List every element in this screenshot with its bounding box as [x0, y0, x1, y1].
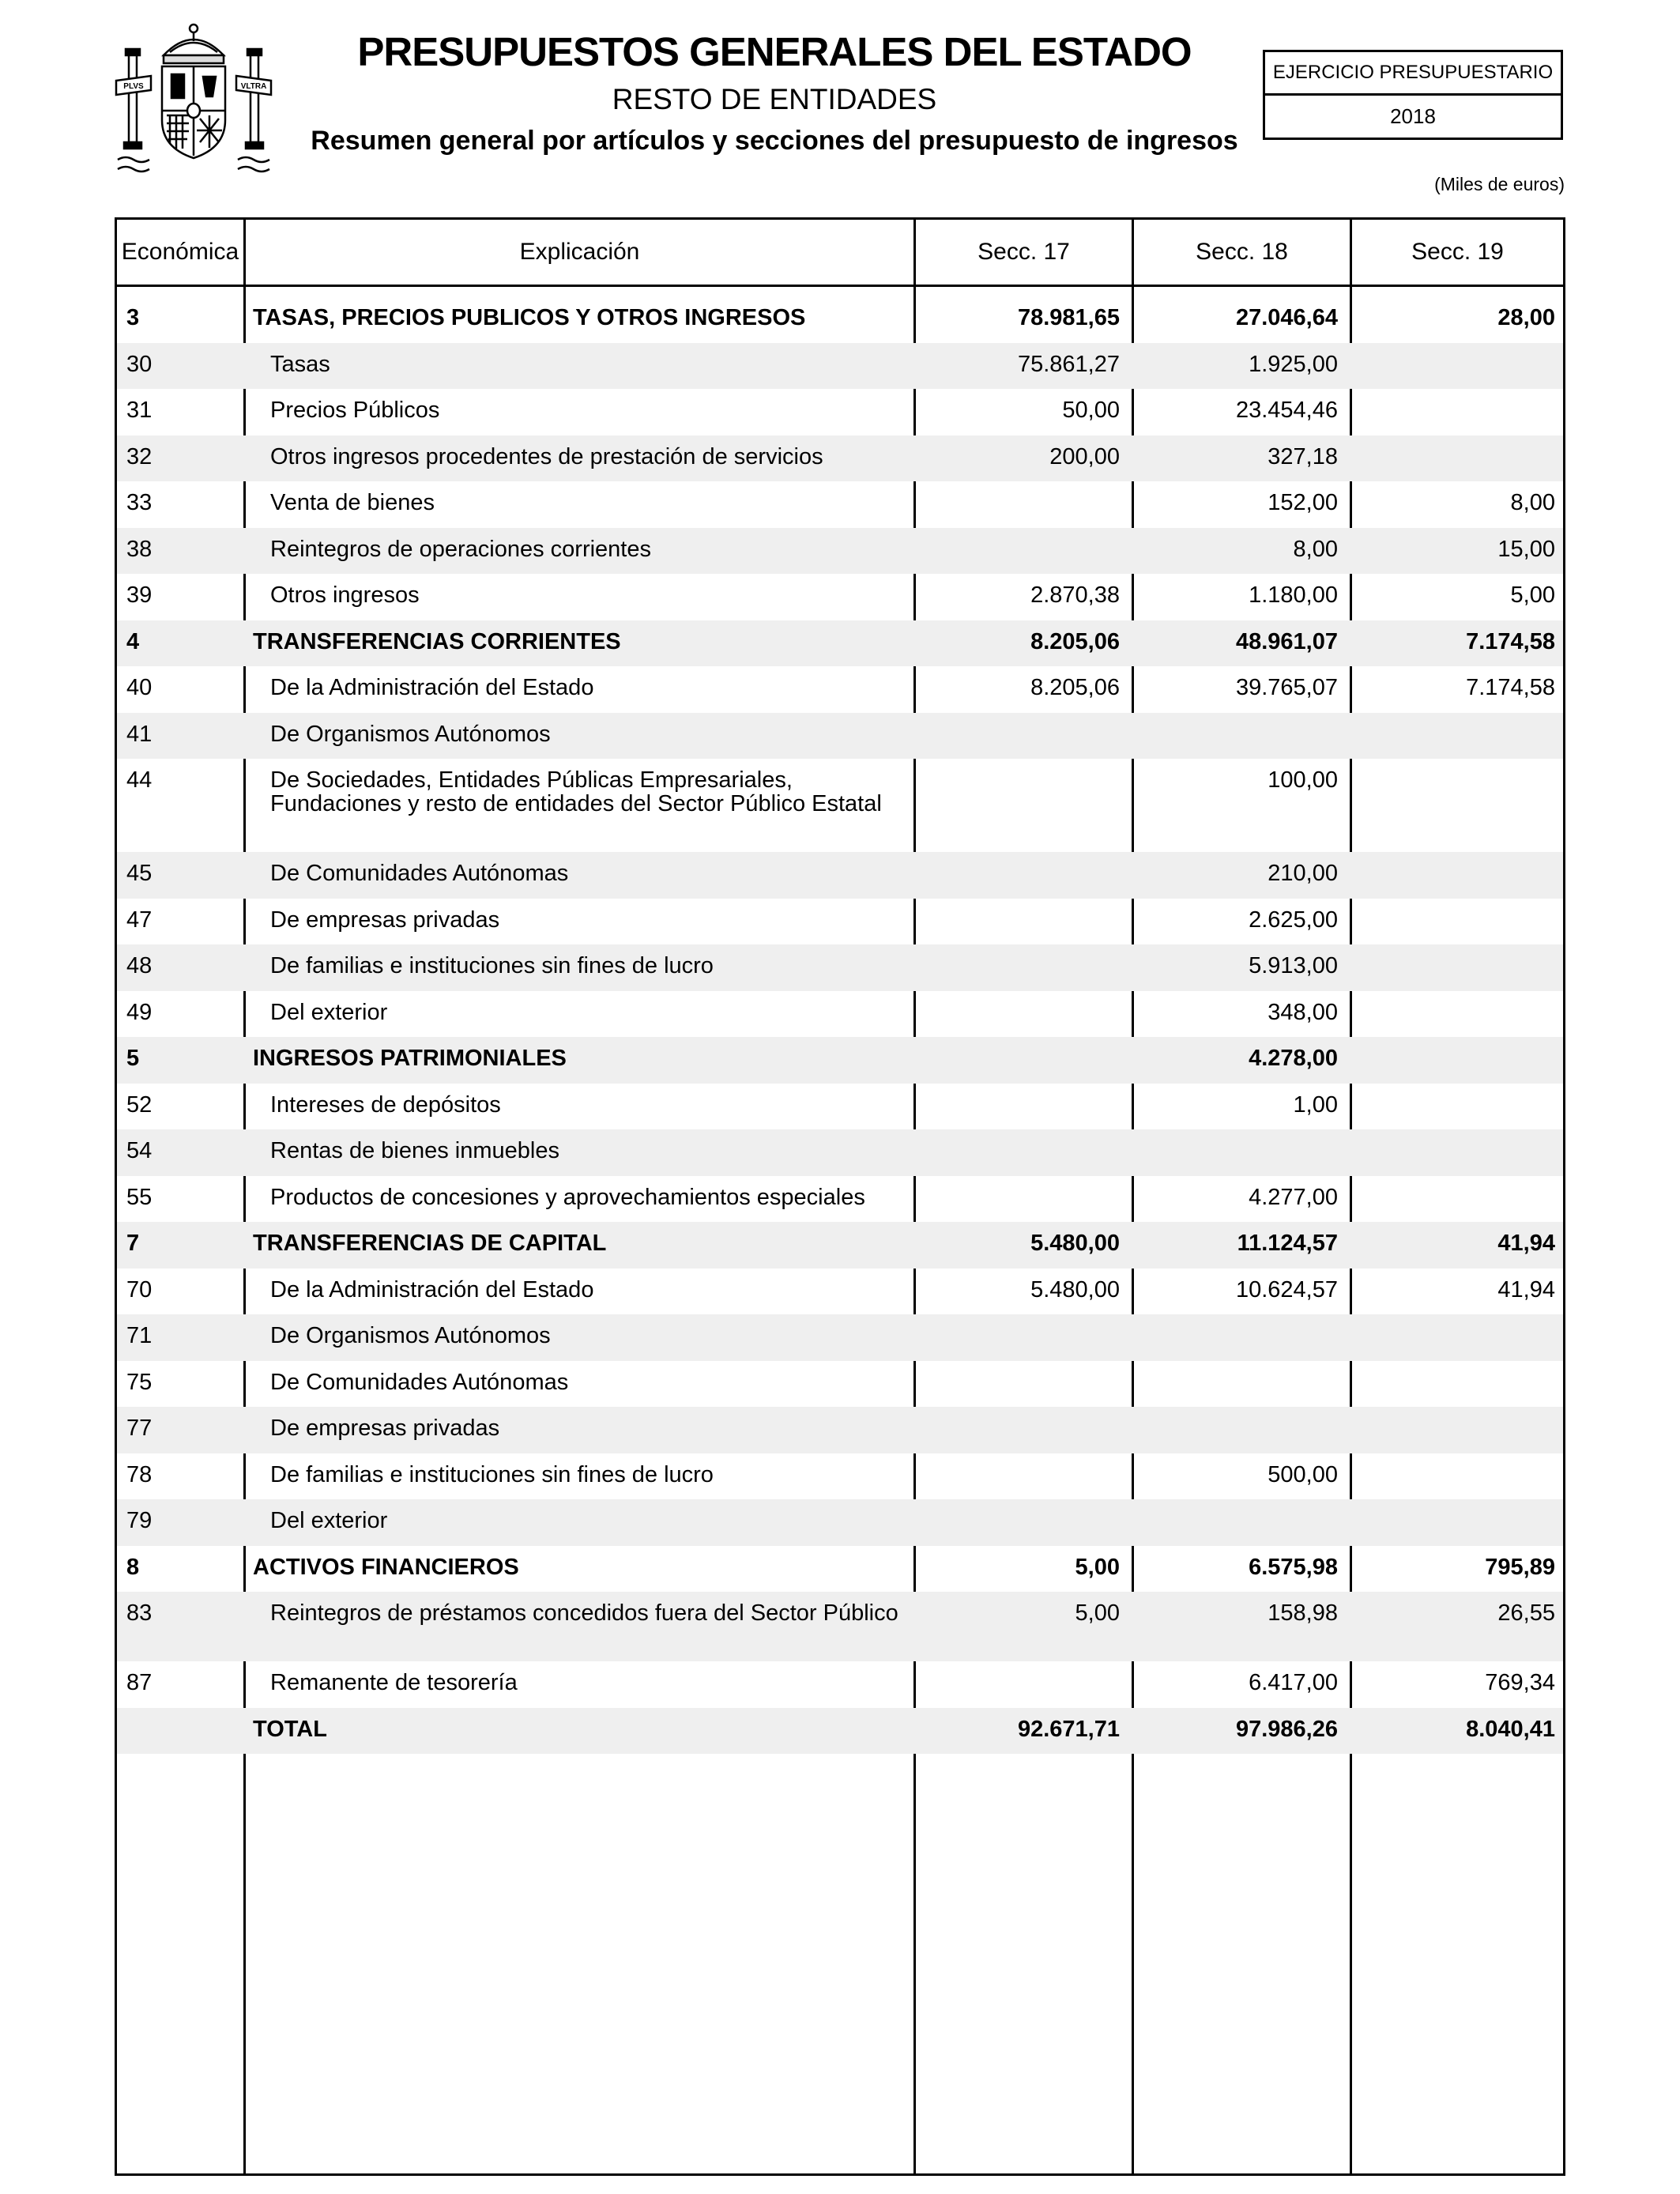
- table-row: [117, 1084, 1563, 1130]
- table-row: [117, 944, 1563, 991]
- row-value-secc-18: 48.961,07: [1235, 628, 1338, 654]
- column-header-economica: Económica: [121, 239, 239, 265]
- table-row: [117, 1222, 1563, 1269]
- row-value-secc-18: 4.277,00: [1249, 1184, 1338, 1210]
- row-code: 30: [126, 351, 153, 377]
- row-description: ACTIVOS FINANCIEROS: [253, 1554, 519, 1580]
- row-value-secc-18: 10.624,57: [1235, 1276, 1338, 1302]
- row-code: 38: [126, 536, 153, 562]
- row-value-secc-17: [920, 944, 1120, 954]
- units-note: (Miles de euros): [1434, 174, 1565, 194]
- row-value-secc-19: [1354, 852, 1555, 861]
- row-value-secc-18: [1136, 1499, 1338, 1509]
- revenue-table: [115, 217, 1565, 2176]
- row-code: 8: [126, 1554, 140, 1580]
- row-value-secc-17: [920, 991, 1120, 1001]
- row-code: 48: [126, 953, 153, 978]
- crest-banner-left: PLVS: [123, 82, 144, 91]
- table-body: [117, 287, 1563, 1754]
- row-code: 71: [126, 1323, 153, 1348]
- row-code: 83: [126, 1600, 153, 1626]
- row-value-secc-18: 27.046,64: [1235, 305, 1338, 330]
- table-row: [117, 1546, 1563, 1593]
- row-code: 79: [126, 1508, 153, 1533]
- table-row: [117, 1269, 1563, 1315]
- row-code: 4: [126, 628, 140, 654]
- budget-year-label: EJERCICIO PRESUPUESTARIO: [1265, 52, 1561, 96]
- row-value-secc-18: [1136, 1314, 1338, 1324]
- row-code: 40: [126, 675, 153, 700]
- row-description: Venta de bienes: [270, 490, 435, 515]
- row-value-secc-17: 78.981,65: [1017, 305, 1120, 330]
- row-code: 87: [126, 1670, 153, 1695]
- row-value-secc-17: [920, 481, 1120, 491]
- row-value-secc-18: [1136, 1407, 1338, 1416]
- budget-year-box: [1263, 50, 1563, 140]
- row-value-secc-18: 2.625,00: [1249, 907, 1338, 933]
- row-value-secc-17: 8.205,06: [1030, 675, 1120, 700]
- column-header-secc-17: Secc. 17: [977, 239, 1070, 265]
- row-value-secc-18: [1136, 713, 1338, 722]
- row-value-secc-17: [920, 759, 1120, 768]
- row-value-secc-19: 8.040,41: [1466, 1716, 1555, 1742]
- row-value-secc-18: 97.986,26: [1235, 1716, 1338, 1742]
- row-value-secc-18: 5.913,00: [1249, 953, 1338, 978]
- row-value-secc-18: 39.765,07: [1235, 675, 1338, 700]
- row-value-secc-18: 23.454,46: [1235, 398, 1338, 423]
- row-value-secc-19: [1354, 759, 1555, 768]
- row-value-secc-19: 7.174,58: [1466, 675, 1555, 700]
- row-value-secc-19: [1354, 1314, 1555, 1324]
- row-value-secc-18: 210,00: [1268, 861, 1338, 886]
- row-value-secc-18: 1,00: [1293, 1091, 1338, 1118]
- row-value-secc-19: [1354, 435, 1555, 445]
- row-description: Remanente de tesorería: [270, 1670, 518, 1695]
- table-row: [117, 343, 1563, 390]
- row-value-secc-18: 152,00: [1268, 490, 1338, 515]
- page-description: Resumen general por artículos y secciones del presupuesto de ingresos: [311, 126, 1238, 156]
- row-value-secc-18: 500,00: [1268, 1461, 1338, 1487]
- row-description: TASAS, PRECIOS PUBLICOS Y OTROS INGRESOS: [253, 305, 806, 330]
- row-description: TRANSFERENCIAS CORRIENTES: [253, 628, 621, 654]
- row-value-secc-17: 75.861,27: [1017, 351, 1120, 377]
- row-description: De Comunidades Autónomas: [270, 1369, 569, 1395]
- row-value-secc-19: [1354, 1037, 1555, 1046]
- table-header-row: [117, 220, 1563, 285]
- row-value-secc-19: [1354, 991, 1555, 1001]
- table-row: [117, 435, 1563, 482]
- row-description: Productos de concesiones y aprovechamientos especiales: [270, 1184, 865, 1210]
- row-value-secc-17: 5.480,00: [1030, 1231, 1120, 1256]
- coat-of-arms-icon: [115, 17, 273, 179]
- row-code: 41: [126, 721, 153, 747]
- row-description: De empresas privadas: [270, 1416, 500, 1441]
- row-value-secc-18: 327,18: [1268, 443, 1338, 469]
- row-description: De familias e instituciones sin fines de lucro: [270, 953, 714, 978]
- row-value-secc-19: 7.174,58: [1466, 628, 1555, 654]
- row-value-secc-19: [1354, 713, 1555, 722]
- row-description: TOTAL: [253, 1716, 327, 1742]
- row-value-secc-19: [1354, 1176, 1555, 1186]
- row-value-secc-19: [1354, 944, 1555, 954]
- table-row: [117, 1176, 1563, 1223]
- column-header-secc-18: Secc. 18: [1196, 239, 1288, 265]
- column-header-explicacion: Explicación: [519, 239, 640, 265]
- table-row: [117, 481, 1563, 528]
- row-value-secc-19: [1354, 1084, 1555, 1093]
- row-code: 33: [126, 490, 153, 515]
- row-value-secc-17: [920, 528, 1120, 537]
- row-description: Tasas: [270, 351, 330, 377]
- table-row: [117, 666, 1563, 713]
- table-row: [117, 852, 1563, 899]
- table-row: [117, 620, 1563, 667]
- row-description: Reintegros de préstamos concedidos fuera del Sector Público: [270, 1600, 898, 1626]
- row-code: 45: [126, 861, 153, 886]
- page-subtitle: RESTO DE ENTIDADES: [612, 83, 937, 115]
- table-row: [117, 759, 1563, 852]
- row-value-secc-19: 769,34: [1485, 1670, 1555, 1695]
- row-value-secc-17: [920, 1407, 1120, 1416]
- row-code: 32: [126, 443, 153, 469]
- row-code: 5: [126, 1046, 140, 1071]
- row-value-secc-17: [920, 1129, 1120, 1139]
- row-value-secc-17: 5,00: [1075, 1600, 1120, 1626]
- table-row: [117, 574, 1563, 620]
- row-description: Del exterior: [270, 1508, 388, 1533]
- row-code: 39: [126, 582, 153, 608]
- row-value-secc-19: [1354, 343, 1555, 352]
- row-value-secc-17: [920, 899, 1120, 908]
- row-value-secc-19: 26,55: [1497, 1600, 1555, 1626]
- row-code: 49: [126, 999, 153, 1025]
- row-value-secc-19: 41,94: [1497, 1231, 1555, 1256]
- row-code: 78: [126, 1461, 153, 1487]
- row-description: De Organismos Autónomos: [270, 721, 551, 747]
- row-value-secc-19: [1354, 899, 1555, 908]
- row-description: De Sociedades, Entidades Públicas Empresariales, Fundaciones y resto de entidades del Sector Público Estatal: [270, 767, 882, 816]
- budget-year-value: 2018: [1390, 104, 1436, 128]
- table-row: [117, 899, 1563, 945]
- row-value-secc-17: [920, 1037, 1120, 1046]
- table-row: [117, 1592, 1563, 1661]
- row-value-secc-18: 158,98: [1268, 1600, 1338, 1626]
- row-description: Precios Públicos: [270, 398, 440, 423]
- row-value-secc-18: [1136, 1361, 1338, 1370]
- row-description: Del exterior: [270, 999, 388, 1025]
- row-value-secc-19: 5,00: [1510, 582, 1555, 608]
- table-row: [117, 991, 1563, 1038]
- row-value-secc-18: 1.925,00: [1249, 351, 1338, 377]
- row-code: 77: [126, 1416, 153, 1441]
- row-code: 54: [126, 1138, 153, 1163]
- page-title: PRESUPUESTOS GENERALES DEL ESTADO: [357, 29, 1192, 74]
- table-row: [117, 1361, 1563, 1408]
- row-code: 3: [126, 305, 140, 330]
- row-description: De Organismos Autónomos: [270, 1323, 551, 1348]
- row-value-secc-17: [920, 1084, 1120, 1093]
- table-row: [117, 1314, 1563, 1361]
- table-row: [117, 1407, 1563, 1453]
- row-value-secc-17: 5,00: [1075, 1554, 1120, 1580]
- row-value-secc-17: 50,00: [1062, 398, 1120, 423]
- row-value-secc-19: 795,89: [1485, 1554, 1555, 1580]
- row-value-secc-17: [920, 1499, 1120, 1509]
- row-value-secc-19: 28,00: [1497, 305, 1555, 330]
- row-description: De Comunidades Autónomas: [270, 861, 569, 886]
- row-value-secc-17: [920, 1361, 1120, 1370]
- row-description: De empresas privadas: [270, 907, 500, 933]
- row-description: INGRESOS PATRIMONIALES: [253, 1046, 567, 1071]
- row-value-secc-19: [1354, 1407, 1555, 1416]
- row-code: 44: [126, 767, 153, 793]
- row-value-secc-19: [1354, 1361, 1555, 1370]
- table-row: [117, 713, 1563, 760]
- table-row: [117, 1661, 1563, 1708]
- row-description: De familias e instituciones sin fines de lucro: [270, 1461, 714, 1487]
- table-row: [117, 1129, 1563, 1176]
- row-value-secc-19: [1354, 1499, 1555, 1509]
- row-description: Rentas de bienes inmuebles: [270, 1138, 559, 1163]
- row-code: 52: [126, 1091, 153, 1118]
- row-value-secc-18: 8,00: [1293, 536, 1338, 562]
- row-value-secc-18: 1.180,00: [1249, 582, 1338, 608]
- row-code: 47: [126, 907, 153, 933]
- row-code: 55: [126, 1184, 153, 1210]
- crest-banner-right: VLTRA: [240, 82, 267, 91]
- table-row: [117, 528, 1563, 575]
- row-description: De la Administración del Estado: [270, 1276, 594, 1302]
- row-value-secc-19: 15,00: [1497, 536, 1555, 562]
- table-row: [117, 1453, 1563, 1500]
- row-description: TRANSFERENCIAS DE CAPITAL: [253, 1231, 607, 1256]
- row-value-secc-17: 5.480,00: [1030, 1276, 1120, 1302]
- row-code: 7: [126, 1231, 140, 1256]
- row-description: Otros ingresos: [270, 582, 420, 608]
- row-value-secc-18: 348,00: [1268, 999, 1338, 1025]
- row-code: 70: [126, 1276, 153, 1302]
- table-row: [117, 1037, 1563, 1084]
- table-row: [117, 389, 1563, 435]
- row-description: Reintegros de operaciones corrientes: [270, 536, 651, 562]
- row-value-secc-19: [1354, 389, 1555, 398]
- row-value-secc-17: 92.671,71: [1017, 1716, 1120, 1742]
- row-value-secc-19: [1354, 1129, 1555, 1139]
- table-row: [117, 1499, 1563, 1546]
- row-value-secc-18: 11.124,57: [1237, 1231, 1338, 1256]
- row-value-secc-17: 2.870,38: [1030, 582, 1120, 608]
- row-value-secc-17: [920, 1314, 1120, 1324]
- row-code: 31: [126, 398, 153, 423]
- row-value-secc-19: [1354, 1453, 1555, 1463]
- row-description: Otros ingresos procedentes de prestación de servicios: [270, 443, 823, 469]
- row-value-secc-17: [920, 1176, 1120, 1186]
- row-code: 75: [126, 1369, 153, 1395]
- row-description: Intereses de depósitos: [270, 1091, 501, 1118]
- table-row: [117, 296, 1563, 343]
- row-code: [126, 1708, 237, 1717]
- row-value-secc-19: 41,94: [1497, 1276, 1555, 1302]
- row-description: De la Administración del Estado: [270, 675, 594, 700]
- row-value-secc-17: 200,00: [1049, 443, 1120, 469]
- row-value-secc-17: [920, 1453, 1120, 1463]
- row-value-secc-18: [1136, 1129, 1338, 1139]
- row-value-secc-17: [920, 713, 1120, 722]
- row-value-secc-18: 4.278,00: [1249, 1046, 1338, 1071]
- row-value-secc-18: 100,00: [1268, 767, 1338, 793]
- table-row: [117, 1708, 1563, 1755]
- row-value-secc-19: 8,00: [1510, 490, 1555, 515]
- column-header-secc-19: Secc. 19: [1411, 239, 1504, 265]
- row-value-secc-18: 6.417,00: [1249, 1670, 1338, 1695]
- row-value-secc-17: [920, 1661, 1120, 1671]
- row-value-secc-17: 8.205,06: [1030, 628, 1120, 654]
- row-value-secc-18: 6.575,98: [1249, 1554, 1338, 1580]
- row-value-secc-17: [920, 852, 1120, 861]
